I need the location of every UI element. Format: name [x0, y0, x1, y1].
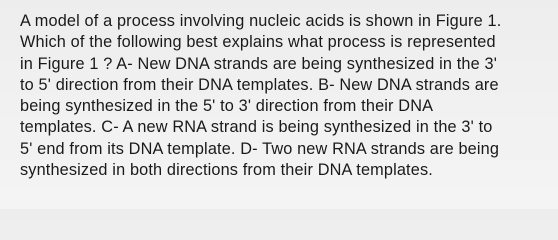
question-line: to 5' direction from their DNA templates. B- New DNA strands are	[20, 75, 499, 94]
question-line: 5' end from its DNA template. D- Two new RNA strands are being	[20, 139, 500, 158]
question-line: synthesized in both directions from their DNA templates.	[20, 161, 433, 180]
question-line: Which of the following best explains what process is represented	[20, 33, 496, 52]
question-line: templates. C- A new RNA strand is being synthesized in the 3' to	[20, 118, 493, 137]
question-line: being synthesized in the 5' to 3' direction from their DNA	[20, 97, 434, 116]
question-line: in Figure 1 ? A- New DNA strands are being synthesized in the 3'	[20, 54, 497, 73]
question-line: A model of a process involving nucleic acids is shown in Figure 1.	[20, 12, 502, 30]
question-text	[20, 11, 556, 181]
